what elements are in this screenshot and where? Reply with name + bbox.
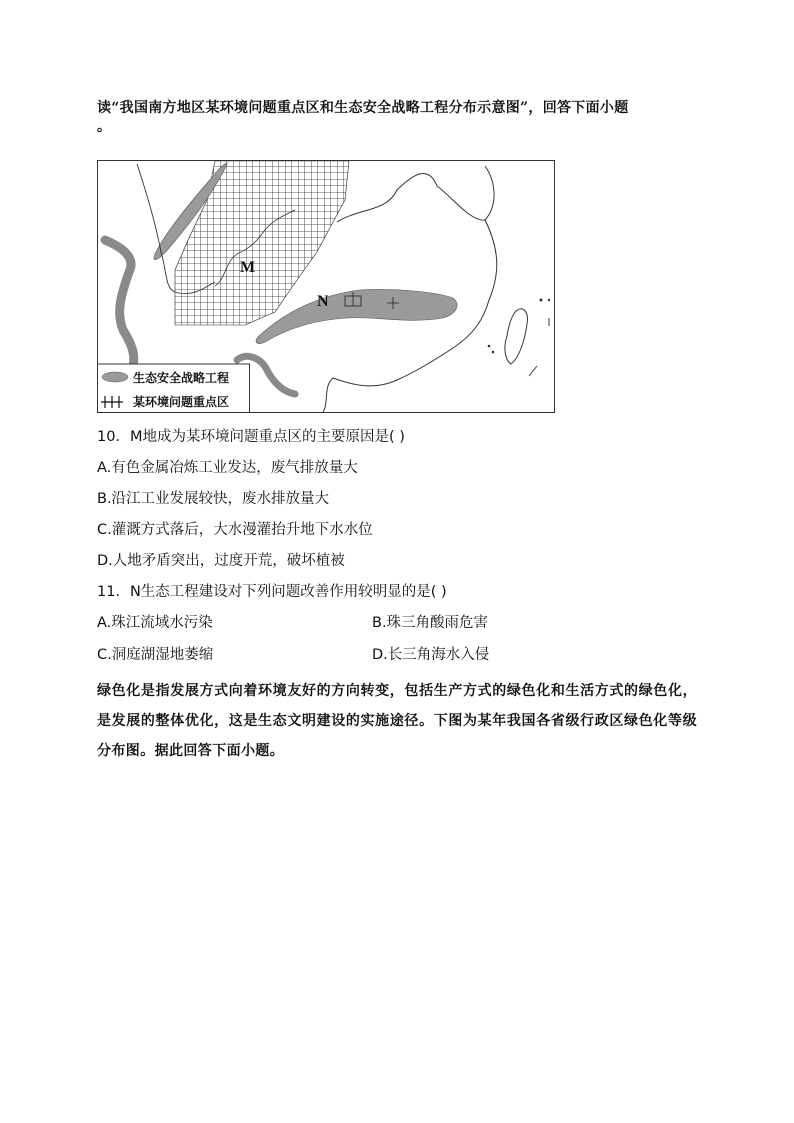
intro-line: 读“我国南方地区某环境问题重点区和生态安全战略工程分布示意图”，回答下面小题 bbox=[97, 100, 629, 116]
question-11-option-a[interactable]: A.珠江流域水污染 bbox=[97, 615, 213, 631]
question-11-option-c[interactable]: C.洞庭湖湿地萎缩 bbox=[97, 647, 214, 663]
question-11-stem: 11．N生态工程建设对下列问题改善作用较明显的是( ) bbox=[97, 584, 447, 600]
legend-env-label: 某环境问题重点区 bbox=[133, 395, 230, 409]
legend-eco-swatch bbox=[102, 372, 128, 382]
question-11-option-b[interactable]: B.珠三角酸雨危害 bbox=[372, 615, 489, 631]
question-10-option-d[interactable]: D.人地矛盾突出，过度开荒，破坏植被 bbox=[97, 553, 345, 569]
question-10-option-b[interactable]: B.沿江工业发展较快，废水排放量大 bbox=[97, 491, 330, 507]
map-figure bbox=[97, 160, 555, 413]
intro-period: 。 bbox=[97, 119, 112, 135]
map-label-m: M bbox=[240, 259, 256, 276]
question-10-option-c[interactable]: C.灌溉方式落后，大水漫灌抬升地下水水位 bbox=[97, 522, 373, 538]
legend-eco-label: 生态安全战略工程 bbox=[133, 371, 230, 385]
question-10-stem: 10．M地成为某环境问题重点区的主要原因是( ) bbox=[97, 429, 405, 445]
map-label-n: N bbox=[317, 293, 329, 310]
question-10-option-a[interactable]: A.有色金属冶炼工业发达，废气排放量大 bbox=[97, 460, 358, 476]
question-11-option-d[interactable]: D.长三角海水入侵 bbox=[372, 647, 490, 663]
greening-paragraph: 绿色化是指发展方式向着环境友好的方向转变，包括生产方式的绿色化和生活方式的绿色化，是发展的整体优化，这是生态文明建设的实施途径。下图为某年我国各省级行政区绿色化等级分布图。据此回答下面小题。 bbox=[97, 683, 697, 759]
map-legend bbox=[98, 364, 250, 413]
intro-text bbox=[97, 95, 697, 133]
